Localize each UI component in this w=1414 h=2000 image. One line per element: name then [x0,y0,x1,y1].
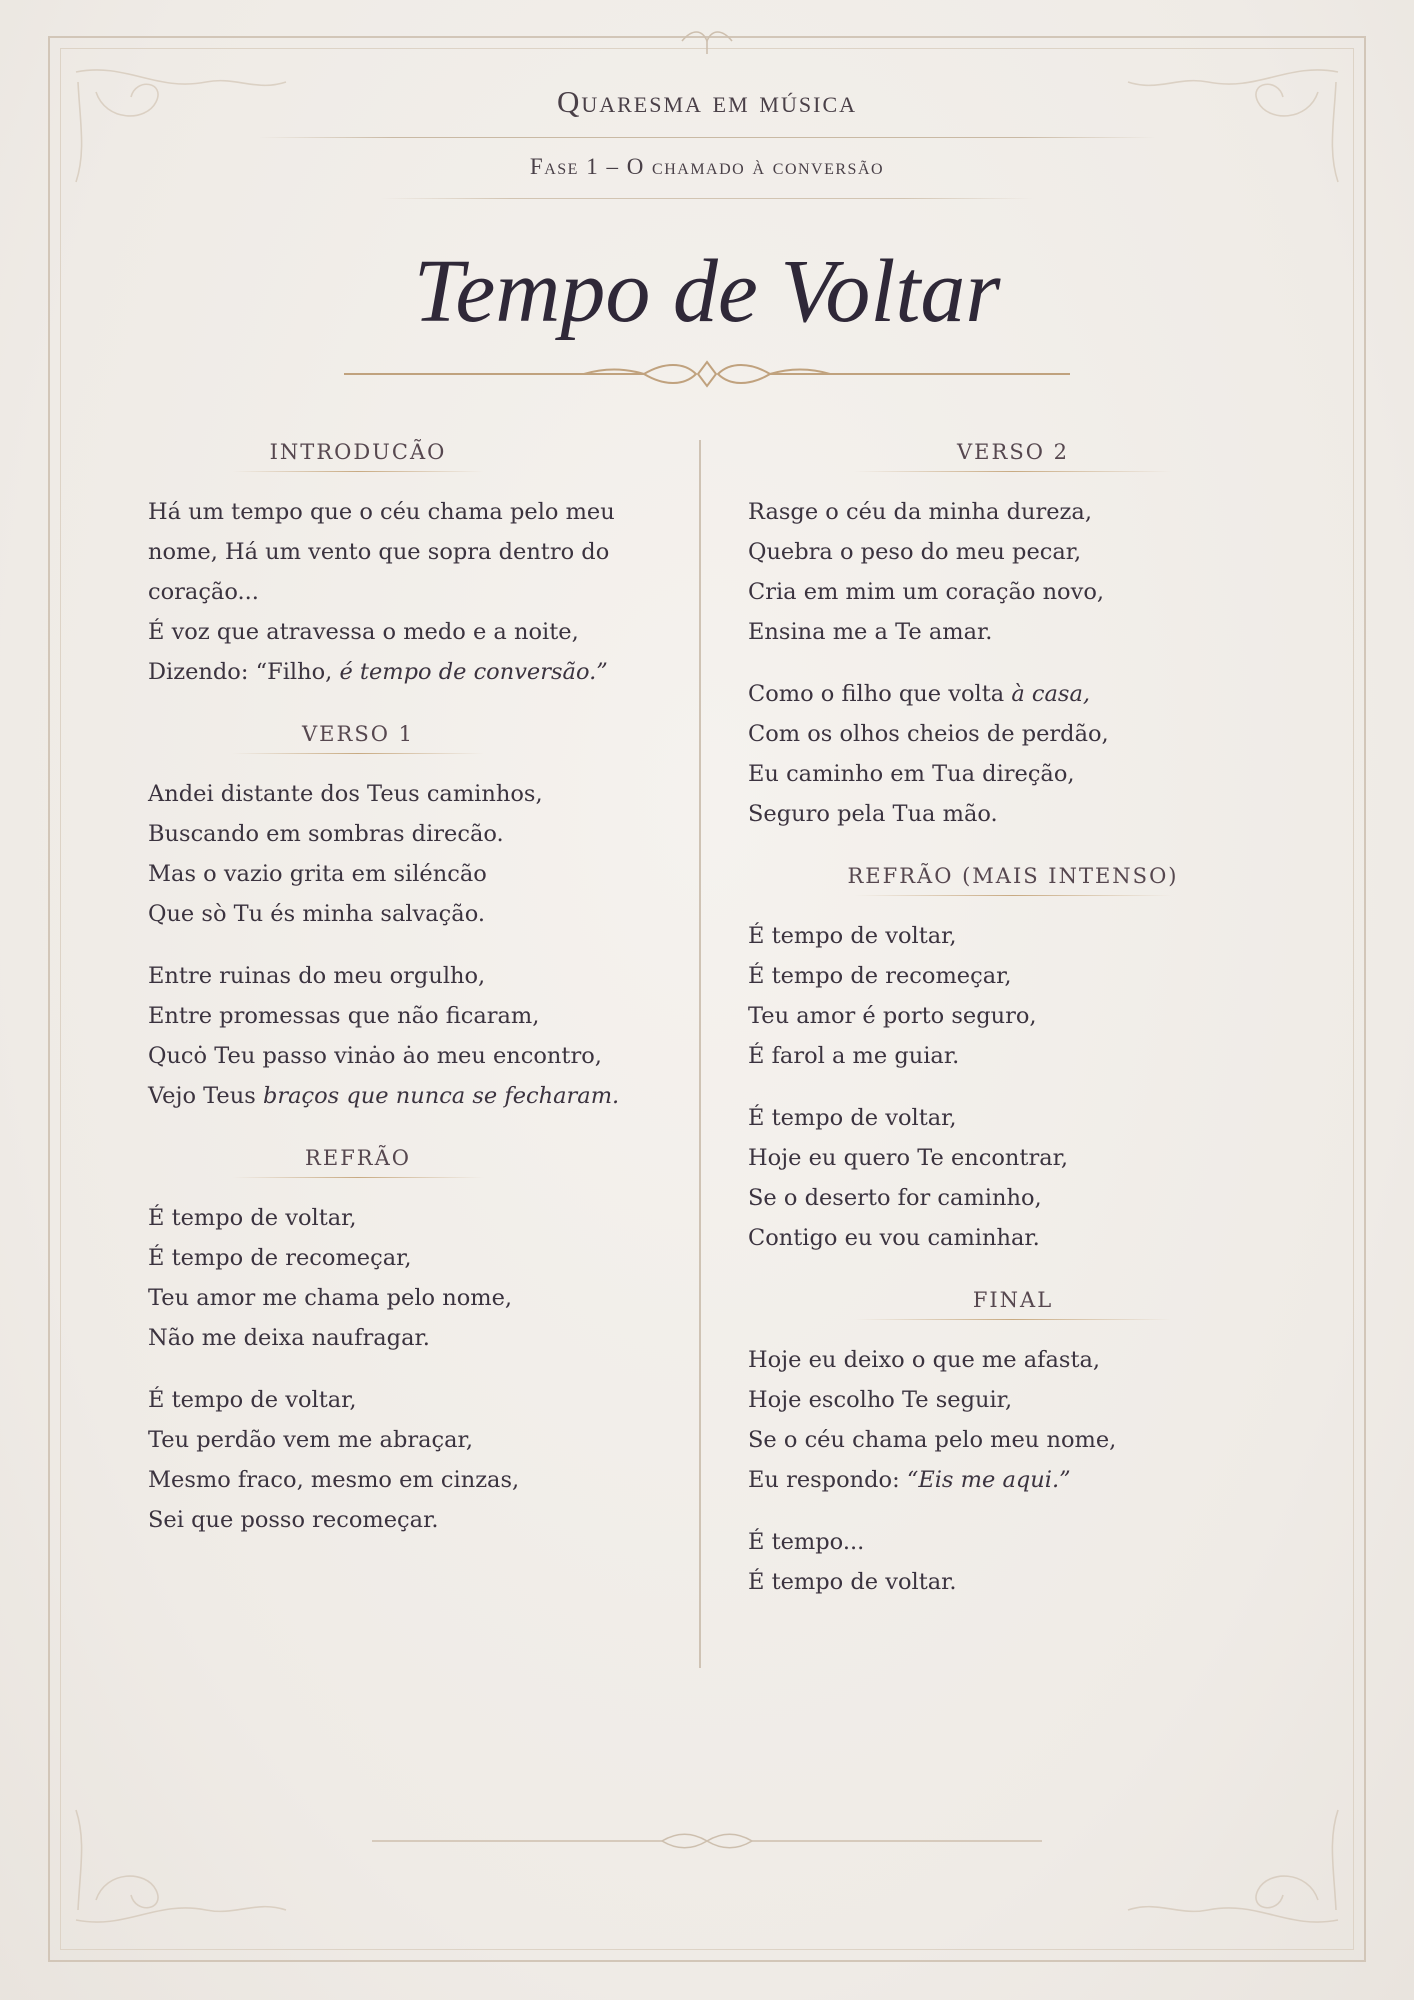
lyric-line: É tempo de voltar, [148,1387,357,1413]
lyric-line: É tempo de voltar, [148,1205,357,1231]
lyric-line: Teu amor é porto seguro, [748,1003,1037,1029]
lyric-line: Cria em mim um coração novo, [748,579,1105,605]
stanza [148,956,668,1116]
lyric-line: Hoje eu quero Te encontrar, [748,1145,1069,1171]
section-final [748,1288,1278,1602]
lyric-line: É tempo de voltar, [748,923,957,949]
lyric-line: Sei que posso recomeçar. [148,1507,439,1533]
corner-flourish-bottom-right-icon [1108,1800,1348,1940]
section-heading-chorus: REFRÃO [148,1146,568,1178]
stanza [748,674,1278,834]
left-column [148,440,668,1570]
lyric-line: Hoje escolho Te seguir, [748,1387,1013,1413]
stanza [148,492,668,692]
lyric-line: Entre promessas que não ficaram, [148,1003,540,1029]
section-heading-introduction: INTRODUCÃO [148,440,568,472]
lyric-line: Andei distante dos Teus caminhos, [148,781,543,807]
lyric-line: Mas o vazio grita em siléncão [148,861,487,887]
lyric-text: Eu respondo: [748,1467,907,1493]
lyric-line: Se o céu chama pelo meu nome, [748,1427,1117,1453]
bottom-divider-ornament-icon [372,1826,1042,1856]
stanza [148,1198,668,1358]
lyric-text: Como o filho que volta [748,681,1012,707]
stanza [748,1098,1278,1258]
header-rule [258,137,1156,138]
section-verse-2 [748,440,1278,834]
section-heading-verse-2: VERSO 2 [748,440,1278,472]
lyric-italic-text: é tempo de conversão.” [339,659,608,685]
lyric-italic-text: “Eis me aqui.” [906,1467,1071,1493]
lyric-line: Com os olhos cheios de perdão, [748,721,1109,747]
section-heading-chorus-intense: REFRÃO (MAIS INTENSO) [748,864,1278,896]
stanza [748,492,1278,652]
lyric-line [148,1076,668,1116]
lyric-line: Teu perdão vem me abraçar, [148,1427,473,1453]
song-title: Tempo de Voltar [413,242,1001,341]
lyric-line: É tempo... [748,1529,865,1555]
lyric-line: Entre ruinas do meu orgulho, [148,963,486,989]
lyric-line: É farol a me guiar. [748,1043,960,1069]
lyric-line: É tempo de voltar. [748,1569,957,1595]
section-introduction [148,440,668,692]
corner-flourish-bottom-left-icon [66,1800,306,1940]
lyric-text: Dizendo: “Filho, [148,659,340,685]
stanza [148,774,668,934]
lyric-line: Contigo eu vou caminhar. [748,1225,1040,1251]
lyric-line: Eu caminho em Tua direção, [748,761,1075,787]
lyric-line: Rasge o céu da minha dureza, [748,499,1092,525]
lyric-line: Não me deixa naufragar. [148,1325,430,1351]
stanza [148,1380,668,1540]
section-verse-1 [148,722,668,1116]
lyric-line: É tempo de recomeçar, [148,1245,412,1271]
column-divider [699,440,701,1668]
right-column [748,440,1278,1632]
title-divider-ornament-icon [344,352,1070,396]
section-heading-verse-1: VERSO 1 [148,722,568,754]
lyric-line: Que sò Tu és minha salvação. [148,901,485,927]
lyric-italic-text: braços que nunca se fecharam. [262,1083,620,1109]
section-chorus [148,1146,668,1540]
lyric-line: Qucȯ Teu passo vinȧo ȧo meu encontro, [148,1043,602,1069]
stanza [748,1340,1278,1500]
lyric-line: É tempo de voltar, [748,1105,957,1131]
lyric-line [748,674,1278,714]
lyric-line [148,652,668,692]
lyric-line: Buscando em sombras direcão. [148,821,504,847]
series-title: Quaresma em música [556,84,858,119]
lyric-line: Mesmo fraco, mesmo em cinzas, [148,1467,520,1493]
lyric-line: Teu amor me chama pelo nome, [148,1285,513,1311]
lyric-line: Seguro pela Tua mão. [748,801,998,827]
lyric-line: Quebra o peso do meu pecar, [748,539,1082,565]
lyric-line: Hoje eu deixo o que me afasta, [748,1347,1101,1373]
section-heading-final: FINAL [748,1288,1278,1320]
lyric-text: Vejo Teus [148,1083,263,1109]
stanza [748,1522,1278,1602]
lyric-line: É tempo de recomeçar, [748,963,1012,989]
lyric-line: Se o deserto for caminho, [748,1185,1042,1211]
phase-rule [380,198,1034,199]
lyric-line: É voz que atravessa o medo e a noite, [148,619,579,645]
top-center-ornament-icon [677,24,737,58]
lyric-line: Há um tempo que o céu chama pelo meu nome, Há um vento que sopra dentro do coração... [148,499,615,605]
lyric-line [748,1460,1278,1500]
section-chorus-intense [748,864,1278,1258]
lyric-line: Ensina me a Te amar. [748,619,993,645]
stanza [748,916,1278,1076]
phase-title: Fase 1 – O chamado à conversão [529,154,885,179]
lyric-italic-text: à casa, [1011,681,1091,707]
